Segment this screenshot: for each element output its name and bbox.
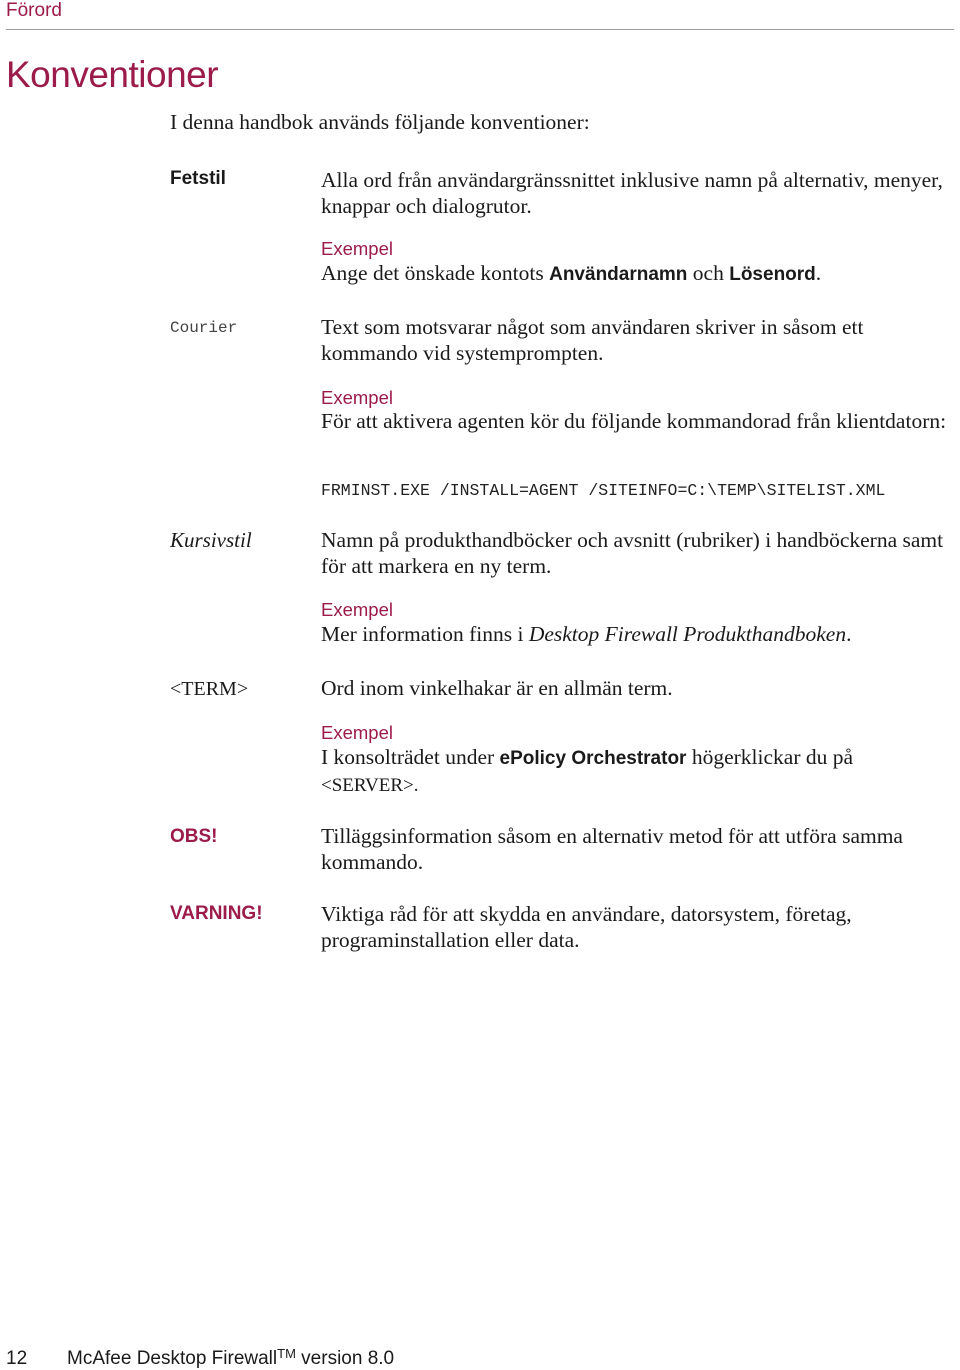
example-term-pre: I konsolträdet under [321, 745, 500, 769]
trademark-mark: TM [277, 1346, 296, 1361]
term-kursivstil: Kursivstil [170, 528, 252, 552]
example-courier: För att aktivera agenten kör du följande kommandorad från klientdatorn: [321, 409, 947, 433]
ui-term-epo: ePolicy Orchestrator [499, 748, 687, 769]
example-kursivstil-pre: Mer information finns i [321, 622, 529, 646]
command-line: FRMINST.EXE /INSTALL=AGENT /SITEINFO=C:\TEMP\SITELIST.XML [321, 481, 886, 500]
desc-kursivstil: Namn på produkthandböcker och avsnitt (rubriker) i handböckerna samt för att markera en ny term. [321, 528, 944, 578]
term-obs: OBS! [170, 826, 218, 847]
example-label-fetstil: Exempel [321, 238, 393, 259]
footer-product: McAfee Desktop Firewall [67, 1348, 278, 1369]
term-courier: Courier [170, 319, 238, 337]
page-footer [6, 1346, 394, 1370]
desc-obs: Tilläggsinformation såsom en alternativ metod för att utföra samma kommando. [321, 824, 903, 874]
term-fetstil: Fetstil [170, 168, 226, 189]
term-varning: VARNING! [170, 903, 263, 924]
intro-text: I denna handbok används följande konventioner: [170, 110, 590, 134]
ui-term-password: Lösenord [729, 264, 816, 285]
page-title: Konventioner [6, 54, 219, 95]
example-label-kursivstil: Exempel [321, 599, 393, 620]
example-term-mid: högerklickar du på [686, 745, 854, 769]
example-label-courier: Exempel [321, 387, 393, 408]
example-fetstil-post: . [815, 261, 822, 285]
desc-fetstil: Alla ord från användargränssnittet inklusive namn på alternativ, menyer, knappar och dialogrutor. [321, 168, 943, 218]
product-guide-title: Desktop Firewall Produkthandboken [528, 622, 847, 646]
example-term-post: <SERVER>. [321, 774, 419, 796]
footer-version: version 8.0 [295, 1348, 395, 1369]
example-fetstil-mid: och [687, 261, 730, 285]
example-kursivstil-post: . [846, 622, 852, 646]
example-fetstil [321, 261, 951, 288]
desc-generic-term: Ord inom vinkelhakar är en allmän term. [321, 676, 673, 700]
example-term [321, 745, 951, 798]
ui-term-username: Användarnamn [549, 264, 688, 285]
desc-varning: Viktiga råd för att skydda en användare, datorsystem, företag, programinstallation eller data. [321, 902, 852, 952]
page-number: 12 [6, 1348, 28, 1369]
section-header: Förord [6, 0, 62, 21]
example-fetstil-pre: Ange det önskade kontots [321, 261, 550, 285]
header-rule [6, 29, 954, 30]
example-kursivstil [321, 622, 951, 648]
term-generic: <TERM> [170, 678, 249, 700]
example-label-term: Exempel [321, 722, 393, 743]
desc-courier: Text som motsvarar något som användaren skriver in såsom ett kommando vid systemprompten. [321, 315, 864, 365]
